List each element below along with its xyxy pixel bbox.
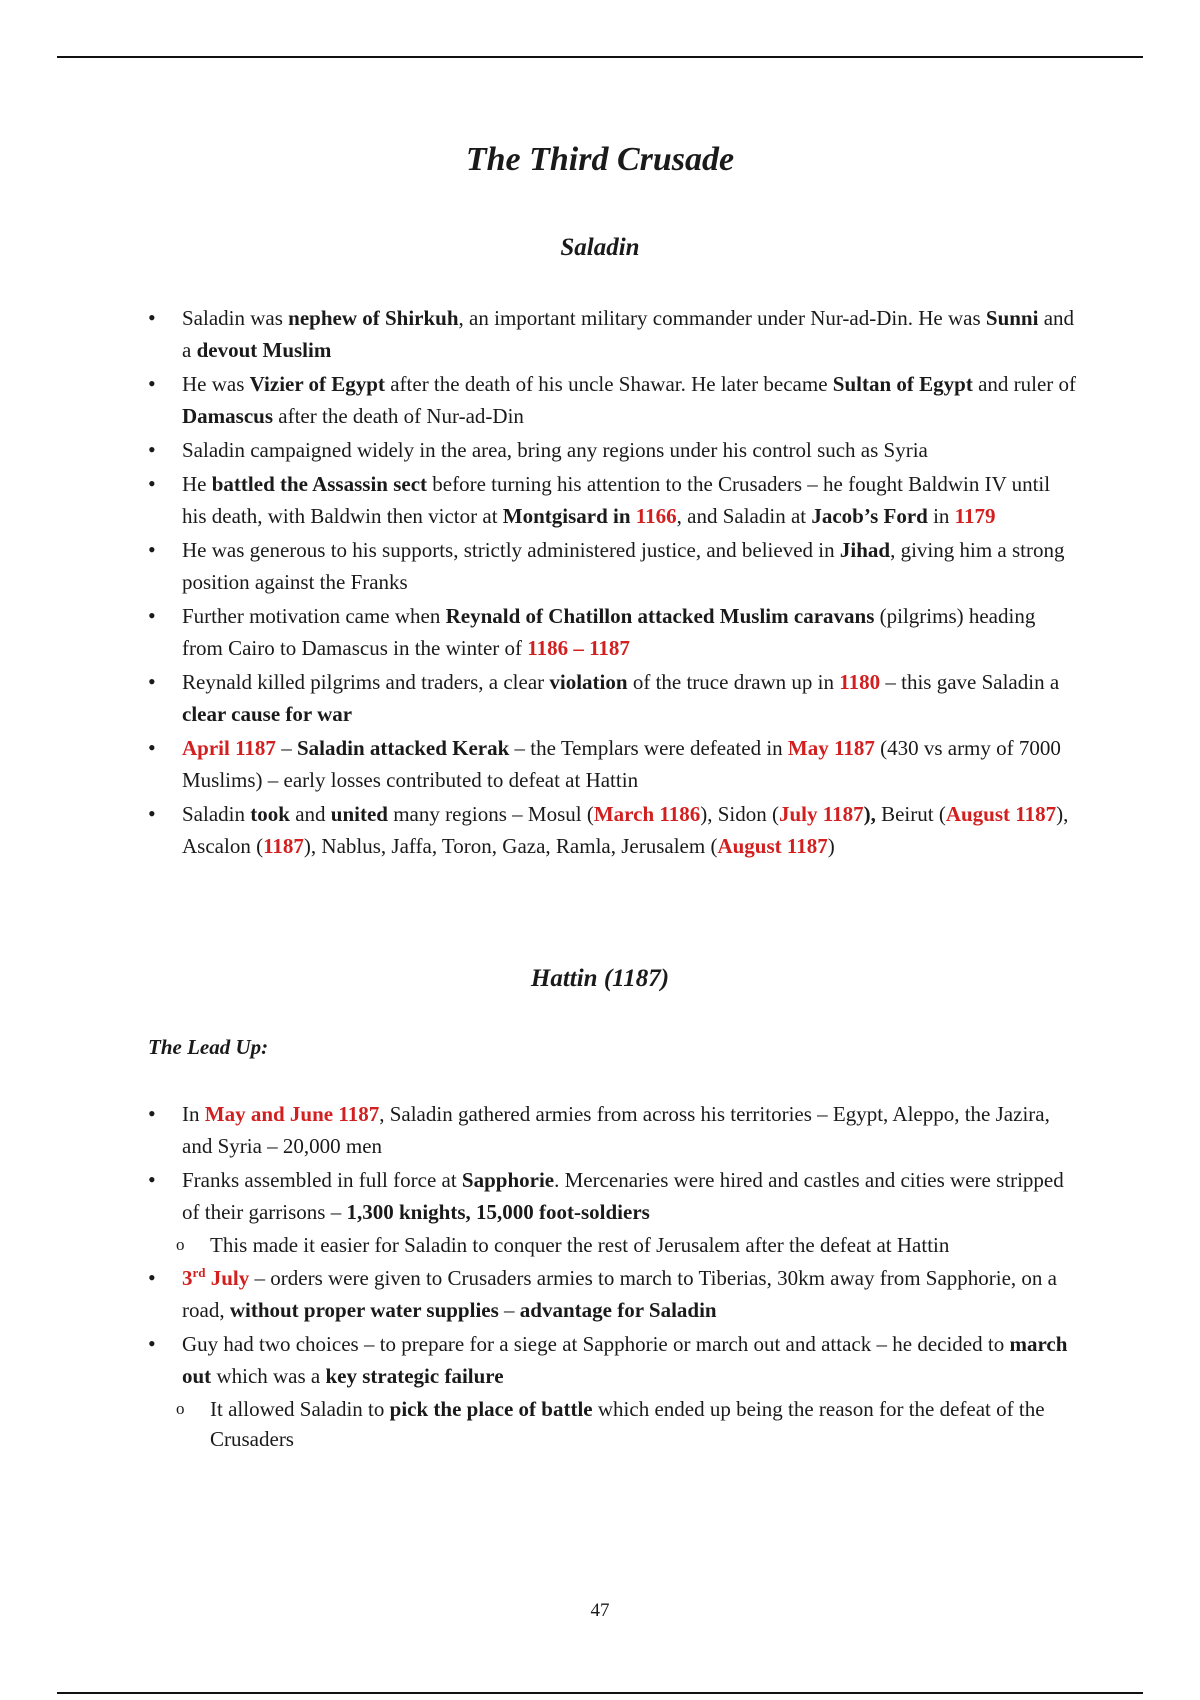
text-run: and a bbox=[182, 306, 1075, 362]
text-run: ), Ascalon ( bbox=[182, 802, 1069, 858]
bold-term: 1,300 knights, 15,000 foot-soldiers bbox=[346, 1200, 650, 1224]
text-run: after the death of Nur-ad-Din bbox=[273, 404, 524, 428]
date-highlight: 1186 – 1187 bbox=[527, 636, 630, 660]
date-highlight: 3 bbox=[182, 1266, 193, 1290]
section-heading-hattin: Hattin (1187) bbox=[530, 965, 670, 992]
bold-term: clear cause for war bbox=[182, 702, 353, 726]
text-run: ), Nablus, Jaffa, Toron, Gaza, Ramla, Jerusalem ( bbox=[303, 834, 718, 858]
bold-term: Damascus bbox=[182, 404, 274, 428]
bold-term: pick the place of battle bbox=[389, 1397, 593, 1421]
text-run: This made it easier for Saladin to conquer the rest of Jerusalem after the defeat at Hattin bbox=[210, 1233, 950, 1257]
page-title: The Third Crusade bbox=[465, 141, 735, 178]
list-item bbox=[148, 666, 1078, 730]
list-item bbox=[148, 1328, 1078, 1392]
saladin-bullet-list bbox=[148, 302, 1078, 864]
text-run: In bbox=[182, 1102, 205, 1126]
list-item bbox=[148, 468, 1078, 532]
date-highlight: August 1187 bbox=[945, 802, 1057, 826]
bold-term: took bbox=[250, 802, 290, 826]
text-run: Saladin campaigned widely in the area, bring any regions under his control such as Syria bbox=[182, 438, 928, 462]
text-run: many regions – Mosul ( bbox=[387, 802, 594, 826]
text-run: , and Saladin at bbox=[676, 504, 812, 528]
text-run: (430 vs army of 7000 Muslims) – early losses contributed to defeat at Hattin bbox=[182, 736, 1061, 792]
text-run: – orders were given to Crusaders armies to march to Tiberias, 30km away from Sapphorie, on a road, bbox=[182, 1266, 1057, 1322]
text-run: It allowed Saladin to bbox=[210, 1397, 390, 1421]
date-highlight: April 1187 bbox=[182, 736, 276, 760]
text-run: before turning his attention to the Crusaders – he fought Baldwin IV until his death, with Baldwin then victor at bbox=[182, 472, 1051, 528]
text-run: He bbox=[182, 472, 212, 496]
text-run: Guy had two choices – to prepare for a siege at Sapphorie or march out and attack – he decided to bbox=[182, 1332, 1010, 1356]
date-highlight: May 1187 bbox=[787, 736, 875, 760]
text-run: Further motivation came when bbox=[182, 604, 446, 628]
text-run: , an important military commander under Nur-ad-Din. He was bbox=[458, 306, 986, 330]
list-item bbox=[148, 798, 1078, 862]
text-run: – bbox=[275, 736, 297, 760]
header-rule bbox=[57, 56, 1143, 58]
bold-term: without proper water supplies bbox=[229, 1298, 499, 1322]
bold-term: Sunni bbox=[985, 306, 1039, 330]
date-highlight: July 1187 bbox=[778, 802, 864, 826]
date-highlight: 1166 bbox=[635, 504, 677, 528]
date-highlight: rd bbox=[192, 1265, 206, 1280]
text-run: in bbox=[927, 504, 955, 528]
text-run: which was a bbox=[211, 1364, 326, 1388]
text-run: , giving him a strong position against the Franks bbox=[182, 538, 1065, 594]
bold-term: advantage for Saladin bbox=[519, 1298, 717, 1322]
bold-term: Sapphorie bbox=[461, 1168, 555, 1192]
bold-term: Vizier of Egypt bbox=[249, 372, 385, 396]
bold-term: united bbox=[330, 802, 388, 826]
bold-term: Saladin attacked Kerak bbox=[296, 736, 510, 760]
bold-term: Reynald of Chatillon attacked Muslim caravans bbox=[445, 604, 875, 628]
page-number: 47 bbox=[590, 1600, 610, 1621]
text-run: Reynald killed pilgrims and traders, a clear bbox=[182, 670, 550, 694]
text-run: Saladin was bbox=[182, 306, 289, 330]
bold-term: Jacob’s Ford bbox=[811, 504, 928, 528]
section-heading-saladin: Saladin bbox=[560, 234, 640, 261]
text-run: which ended up being the reason for the defeat of the Crusaders bbox=[210, 1397, 1045, 1451]
text-run: after the death of his uncle Shawar. He later became bbox=[384, 372, 833, 396]
bold-term: Jihad bbox=[839, 538, 891, 562]
text-run: Franks assembled in full force at bbox=[182, 1168, 462, 1192]
text-run: ), Sidon ( bbox=[700, 802, 779, 826]
bold-term: march out bbox=[182, 1332, 1068, 1388]
date-highlight: March 1186 bbox=[593, 802, 701, 826]
footer-rule bbox=[57, 1692, 1143, 1694]
bold-term: Montgisard in bbox=[502, 504, 636, 528]
list-item bbox=[148, 434, 1078, 466]
subheading-lead-up: The Lead Up: bbox=[148, 1035, 269, 1059]
text-run: – this gave Saladin a bbox=[880, 670, 1060, 694]
bold-term: key strategic failure bbox=[325, 1364, 504, 1388]
bold-term: Sultan of Egypt bbox=[832, 372, 973, 396]
list-item bbox=[148, 1098, 1078, 1162]
list-item bbox=[148, 600, 1078, 664]
lead-up-bullet-list bbox=[148, 1098, 1078, 1456]
text-run: Saladin bbox=[182, 802, 251, 826]
text-run: and bbox=[289, 802, 331, 826]
list-item bbox=[148, 1164, 1078, 1228]
text-run: Beirut ( bbox=[875, 802, 946, 826]
text-run: . Mercenaries were hired and castles and cities were stripped of their garrisons – bbox=[182, 1168, 1064, 1224]
bold-term: violation bbox=[549, 670, 628, 694]
list-item bbox=[148, 534, 1078, 598]
bold-term: ), bbox=[863, 802, 876, 826]
date-highlight: 1180 bbox=[839, 670, 881, 694]
text-run: and ruler of bbox=[972, 372, 1077, 396]
list-item bbox=[148, 302, 1078, 366]
bold-term: devout Muslim bbox=[196, 338, 332, 362]
list-item bbox=[148, 1262, 1078, 1326]
date-highlight: August 1187 bbox=[717, 834, 828, 858]
date-highlight: July bbox=[205, 1266, 250, 1290]
text-run: , Saladin gathered armies from across his territories – Egypt, Aleppo, the Jazira, and Syria – 20,000 men bbox=[182, 1102, 1050, 1158]
sub-list-item bbox=[176, 1230, 1078, 1260]
text-run: of the truce drawn up in bbox=[627, 670, 840, 694]
date-highlight: 1187 bbox=[263, 834, 304, 858]
text-run: (pilgrims) heading from Cairo to Damascus in the winter of bbox=[182, 604, 1036, 660]
date-highlight: May and June 1187 bbox=[204, 1102, 380, 1126]
date-highlight: 1179 bbox=[954, 504, 996, 528]
list-item bbox=[148, 732, 1078, 796]
text-run: – bbox=[498, 1298, 520, 1322]
text-run: ) bbox=[827, 834, 835, 858]
bold-term: battled the Assassin sect bbox=[211, 472, 428, 496]
list-item bbox=[148, 368, 1078, 432]
text-run: – the Templars were defeated in bbox=[509, 736, 788, 760]
sub-list-item bbox=[176, 1394, 1078, 1454]
text-run: He was generous to his supports, strictly administered justice, and believed in bbox=[182, 538, 840, 562]
bold-term: nephew of Shirkuh bbox=[288, 306, 459, 330]
text-run: He was bbox=[182, 372, 250, 396]
